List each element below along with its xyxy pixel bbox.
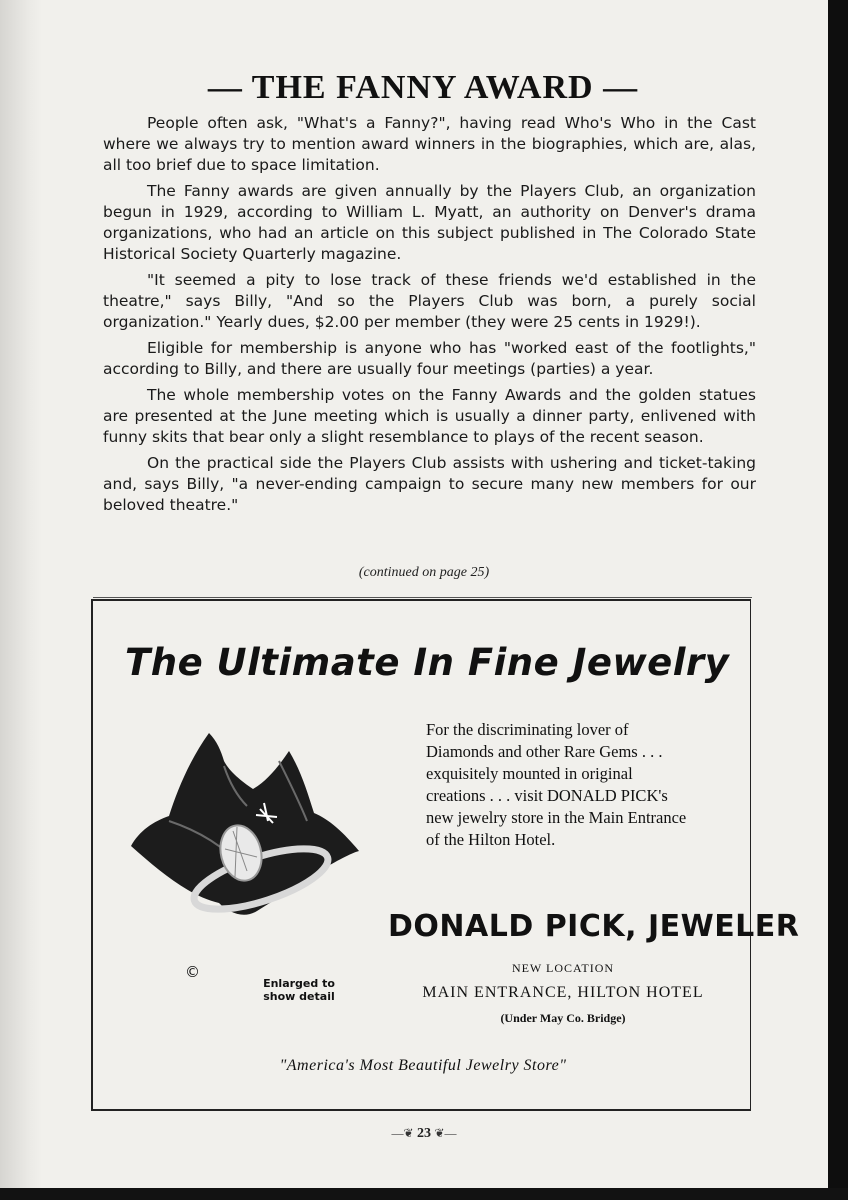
scan-edge-right (828, 0, 848, 1200)
left-ornament-icon: —❦ (391, 1126, 414, 1140)
article-paragraph: Eligible for membership is anyone who has "worked east of the footlights," according to Billy, and there are usually four meetings (parties) a year. (103, 339, 756, 378)
ad-headline: The Ultimate In Fine Jewelry (125, 641, 730, 684)
article-paragraph: On the practical side the Players Club assists with ushering and ticket-taking and, says Billy, "a never-ending campaign to secure many new members for our beloved theatre." (103, 454, 756, 514)
article-body (103, 113, 756, 521)
ad-bridge-note: (Under May Co. Bridge) (500, 1011, 626, 1025)
ad-address: MAIN ENTRANCE, HILTON HOTEL (422, 984, 704, 1001)
article-paragraph: The Fanny awards are given annually by the Players Club, an organization begun in 1929, according to William L. Myatt, an authority on Denver's drama organizations, who had an article on this subject published in The Colorado State Historical Society Quarterly magazine. (103, 182, 756, 263)
article-paragraph: "It seemed a pity to lose track of these friends we'd established in the theatre," says Billy, "And so the Players Club was born, a purely social organization." Yearly dues, $2.00 per member (they were 25 cents in 1929!). (103, 271, 756, 331)
ad-brand: DONALD PICK, JEWELER (388, 909, 800, 944)
ring-illustration (129, 721, 359, 921)
page-number: 23 (417, 1126, 431, 1141)
ad-copy: For the discriminating lover of Diamonds and other Rare Gems . . . exquisitely mounted in original creations . . . visit DONALD PICK's new jewelry store in the Main Entrance of the Hilton Hotel. (426, 720, 687, 849)
bow-ribbon-shape (131, 733, 359, 915)
article-paragraph: People often ask, "What's a Fanny?", having read Who's Who in the Cast where we always try to mention award winners in the biographies, which are, alas, all too brief due to space limitation. (103, 114, 756, 174)
right-ornament-icon: ❦— (434, 1126, 457, 1140)
jewelry-advertisement (91, 599, 800, 1111)
article-title: — THE FANNY AWARD — (207, 69, 639, 106)
copyright-mark: © (185, 963, 200, 981)
enlarged-caption: Enlarged to show detail (263, 977, 335, 1003)
scan-edge-bottom (0, 1188, 848, 1200)
continued-note: (continued on page 25) (358, 565, 490, 580)
page-number-footer (0, 1126, 848, 1142)
ad-new-location: NEW LOCATION (511, 961, 615, 975)
article-paragraph: The whole membership votes on the Fanny Awards and the golden statues are presented at the June meeting which is usually a dinner party, enlivened with funny skits that bear only a slight resemblance to plays of the recent season. (103, 386, 756, 446)
ad-tagline: "America's Most Beautiful Jewelry Store" (279, 1057, 567, 1074)
